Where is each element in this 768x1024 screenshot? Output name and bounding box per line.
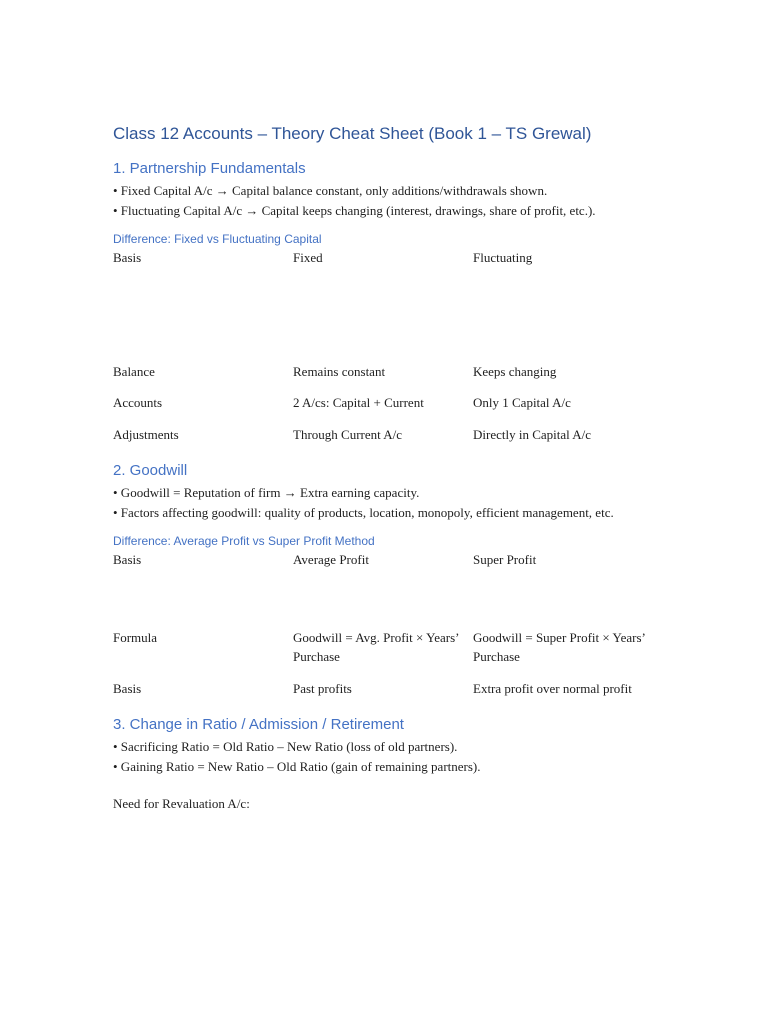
section-heading-goodwill: 2. Goodwill xyxy=(113,462,188,479)
revaluation-need-text: Need for Revaluation A/c: xyxy=(113,796,250,811)
table-header-cell: Fixed xyxy=(293,250,323,265)
table-row xyxy=(113,393,658,413)
table-header-cell: Fluctuating xyxy=(473,250,533,265)
table-fixed-vs-fluctuating xyxy=(113,248,658,444)
table-cell: Through Current A/c xyxy=(293,426,403,442)
table-cell: Balance xyxy=(113,363,155,379)
bullet-item: • Fluctuating Capital A/c → Capital keeps changing (interest, drawings, share of profit, etc.). xyxy=(113,202,596,218)
subheading-fixed-vs-fluctuating: Difference: Fixed vs Fluctuating Capital xyxy=(113,232,322,246)
table-cell: Only 1 Capital A/c xyxy=(473,395,571,410)
table-row xyxy=(113,425,658,445)
table-header-row xyxy=(113,248,658,268)
section-heading-change-in-ratio: 3. Change in Ratio / Admission / Retirement xyxy=(113,716,404,733)
table-header-cell: Basis xyxy=(113,552,142,567)
table-average-vs-super-profit xyxy=(113,550,658,698)
table-cell: Formula xyxy=(113,629,158,645)
table-cell: Goodwill = Super Profit × Years’ Purchase xyxy=(473,629,645,664)
table-cell: Directly in Capital A/c xyxy=(473,426,592,442)
table-cell: Adjustments xyxy=(113,426,179,442)
section-heading-partnership: 1. Partnership Fundamentals xyxy=(113,160,306,177)
bullet-item: • Sacrificing Ratio = Old Ratio – New Ratio (loss of old partners). xyxy=(113,739,458,754)
bullet-item: • Gaining Ratio = New Ratio – Old Ratio (gain of remaining partners). xyxy=(113,758,481,774)
table-header-cell: Basis xyxy=(113,250,142,265)
bullet-list xyxy=(113,483,658,522)
bullet-item: • Goodwill = Reputation of firm → Extra earning capacity. xyxy=(113,485,420,500)
table-row xyxy=(113,628,658,667)
document-page xyxy=(113,124,658,814)
document-title: Class 12 Accounts – Theory Cheat Sheet (Book 1 – TS Grewal) xyxy=(113,124,592,143)
table-cell: Past profits xyxy=(293,680,352,696)
table-cell: Goodwill = Avg. Profit × Years’ Purchase xyxy=(293,629,459,664)
table-header-cell: Super Profit xyxy=(473,552,537,567)
table-cell: 2 A/cs: Capital + Current xyxy=(293,395,424,410)
table-header-row xyxy=(113,550,658,570)
table-cell: Basis xyxy=(113,680,142,696)
table-cell: Extra profit over normal profit xyxy=(473,680,632,696)
table-cell: Remains constant xyxy=(293,363,386,379)
table-cell: Keeps changing xyxy=(473,363,557,379)
bullet-item: • Fixed Capital A/c → Capital balance constant, only additions/withdrawals shown. xyxy=(113,183,548,198)
table-header-cell: Average Profit xyxy=(293,552,369,567)
table-row xyxy=(113,679,658,699)
table-cell: Accounts xyxy=(113,395,163,410)
subheading-average-vs-super-profit: Difference: Average Profit vs Super Profit Method xyxy=(113,534,375,548)
table-row xyxy=(113,362,658,382)
bullet-list xyxy=(113,181,658,220)
bullet-item: • Factors affecting goodwill: quality of products, location, monopoly, efficient management, etc. xyxy=(113,504,614,520)
bullet-list xyxy=(113,737,658,776)
